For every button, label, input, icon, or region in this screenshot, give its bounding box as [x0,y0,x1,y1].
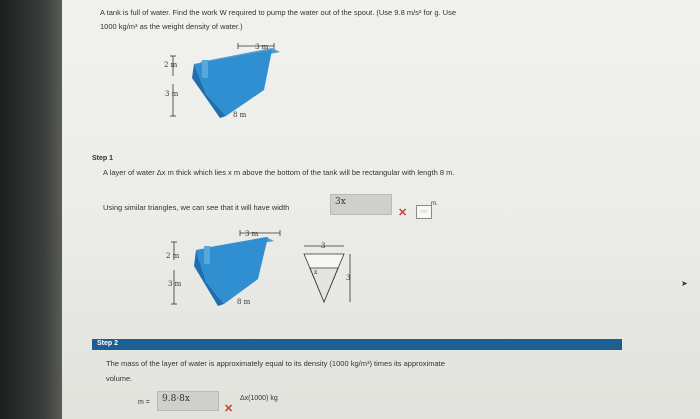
tank-figure-1 [150,38,290,120]
triangle-side-label: 3 [346,274,351,282]
width-answer-input[interactable]: 3x [330,194,392,215]
fig1-length: 8 m [233,111,247,119]
cursor-icon: ➤ [681,279,688,288]
similar-triangle [304,246,350,302]
tank-shape-2 [194,237,274,306]
mass-label: m = [138,399,150,406]
mass-suffix: Δx(1000) kg [240,395,278,402]
triangle-top-label: 3 [321,242,326,250]
fig2-depth: 3 m [168,280,182,288]
incorrect-mark-icon-2: ✕ [224,403,234,415]
step1-title: Step 1 [92,155,114,162]
step1-unit: m. [431,201,438,207]
fig1-spout-height: 2 m [164,61,178,69]
problem-line-1: A tank is full of water. Find the work W required to pump the water out of the spout. (Use 9.8 m/s² for g. Use [100,8,456,17]
problem-line-2: 1000 kg/m³ as the weight density of water.) [100,22,243,31]
fig2-top-width: 3 m [245,230,259,238]
step2-header-band [92,339,622,350]
fig2-spout-height: 2 m [166,252,180,260]
step2-title: Step 2 [97,340,119,347]
mass-answer-input[interactable]: 9.8·8x [157,391,219,411]
tank-figure-2 [160,224,370,312]
incorrect-mark-icon: ✕ [398,207,408,219]
step2-line-1: The mass of the layer of water is approximately equal to its density (1000 kg/m³) times its approximate [106,359,445,368]
fig2-length: 8 m [237,298,251,306]
step2-line-2: volume. [106,374,133,383]
fig1-depth: 3 m [165,90,179,98]
fig1-top-width: 3 m [255,43,269,51]
step1-prompt: Using similar triangles, we can see that it will have width [103,203,290,212]
step1-text: A layer of water Δx m thick which lies x m above the bottom of the tank will be rectangular with length 8 m. [103,168,455,177]
screen-bezel [0,0,62,419]
tank-shape [192,48,280,118]
triangle-x-label: x [314,269,318,276]
hint-icon[interactable]: ▭ [416,205,432,219]
